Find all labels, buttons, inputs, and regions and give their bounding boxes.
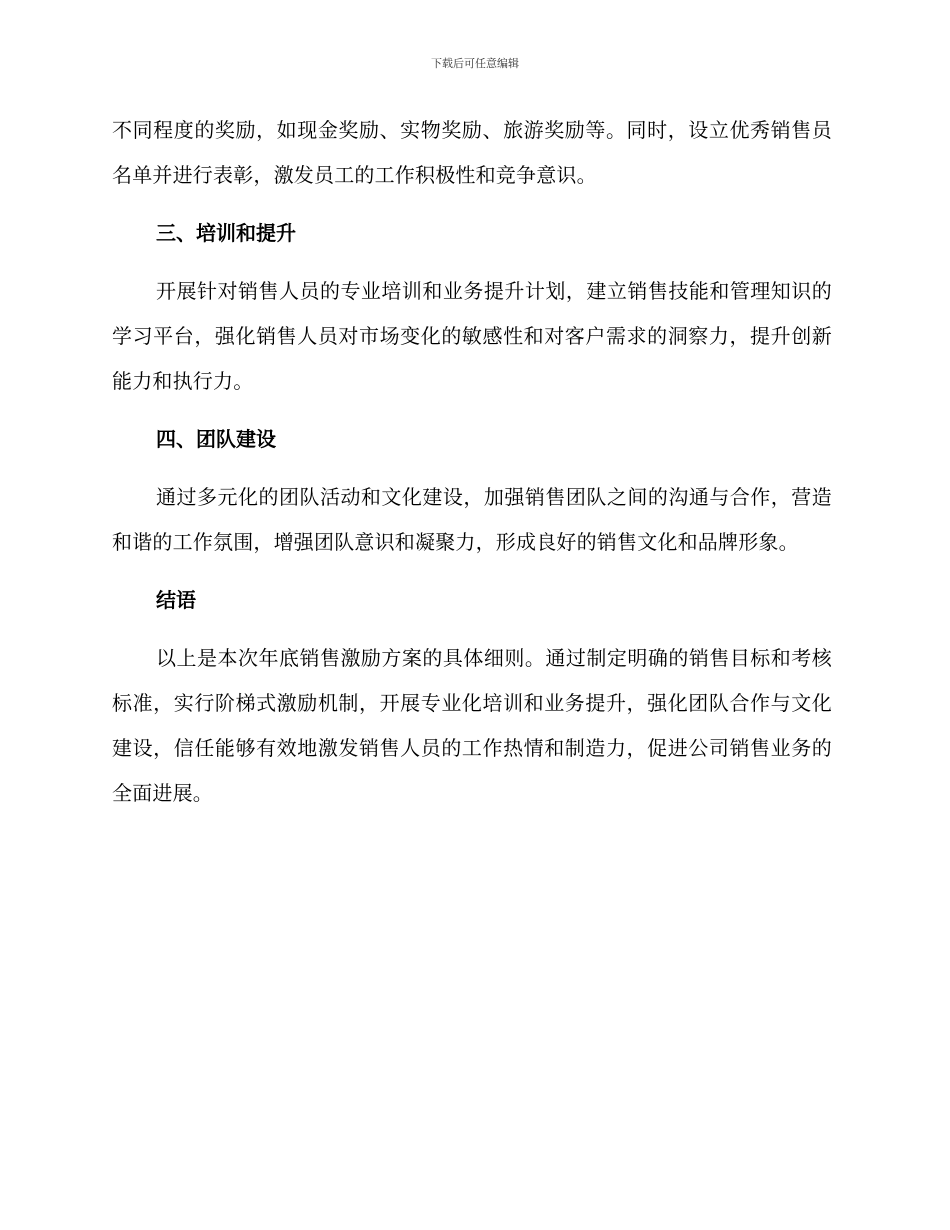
paragraph-conclusion: 以上是本次年底销售激励方案的具体细则。通过制定明确的销售目标和考核标准，实行阶梯式激励机制，开展专业化培训和业务提升，强化团队合作与文化建设，信任能够有效地激发销售人员的工作热情和制造力，促进公司销售业务的全面进展。 (112, 646, 832, 805)
paragraph-rewards-continued: 不同程度的奖励，如现金奖励、实物奖励、旅游奖励等。同时，设立优秀销售员名单并进行表彰，激发员工的工作积极性和竞争意识。 (112, 118, 832, 187)
paragraph-training: 开展针对销售人员的专业培训和业务提升计划，建立销售技能和管理知识的学习平台，强化销售人员对市场变化的敏感性和对客户需求的洞察力，提升创新能力和执行力。 (112, 279, 832, 393)
section-heading-team: 四、团队建设 (156, 427, 276, 451)
section-heading-conclusion: 结语 (156, 588, 196, 612)
header-note: 下载后可任意编辑 (431, 57, 519, 70)
paragraph-team: 通过多元化的团队活动和文化建设，加强销售团队之间的沟通与合作，营造和谐的工作氛围，增强团队意识和凝聚力，形成良好的销售文化和品牌形象。 (112, 485, 832, 554)
document-body (112, 108, 832, 829)
section-heading-training: 三、培训和提升 (156, 221, 296, 245)
